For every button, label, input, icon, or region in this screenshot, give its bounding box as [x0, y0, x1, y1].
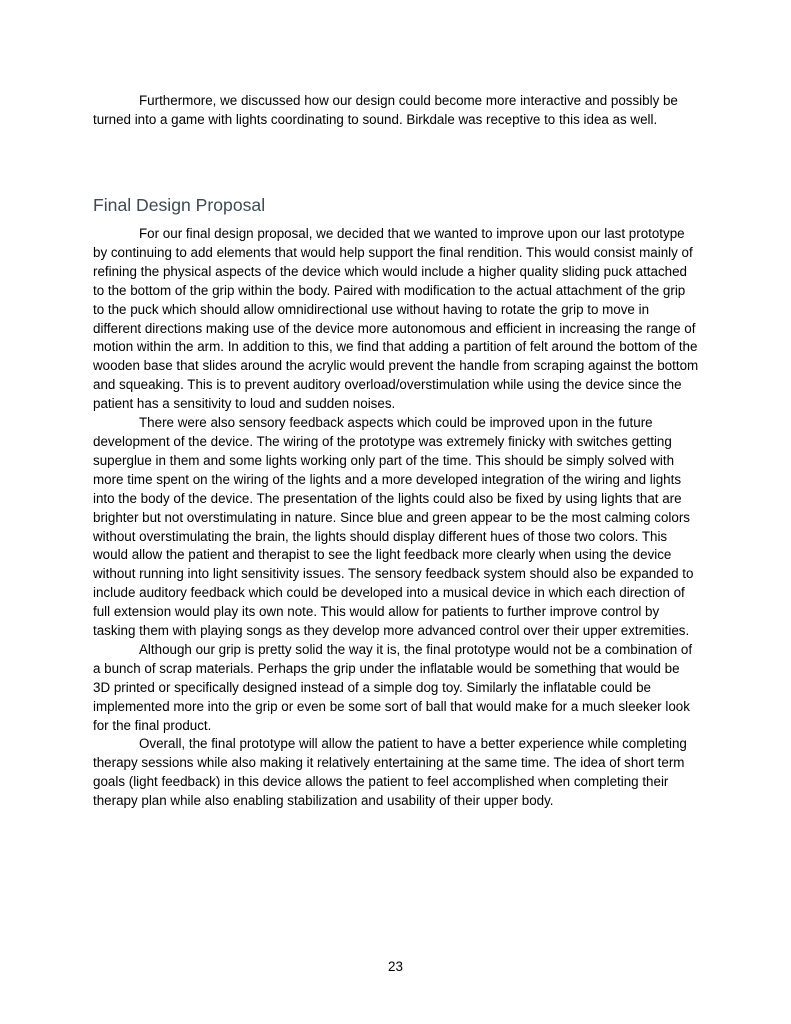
body-paragraph-3: Although our grip is pretty solid the way it is, the final prototype would not be a combination of a bunch of scrap materials. Perhaps the grip under the inflatable would be something that would be 3D printed or specifically designed instead of a simple dog toy. Similarly the inflatable could be implemented more into the grip or even be some sort of ball that would make for a much sleeker look for the final product. [93, 641, 693, 733]
intro-text [93, 92, 699, 130]
page-number: 23 [388, 959, 403, 974]
section-heading: Final Design Proposal [93, 195, 266, 215]
intro-paragraph-1: Furthermore, we discussed how our design could become more interactive and possibly be turned into a game with lights coordinating to sound. Birkdale was receptive to this idea as well. [93, 93, 678, 127]
body-paragraph-4: Overall, the final prototype will allow the patient to have a better experience while completing therapy sessions while also making it relatively entertaining at the same time. The idea of short term goals (light feedback) in this device allows the patient to feel accomplished when completing their therapy plan while also enabling stabilization and usability of their upper body. [93, 736, 687, 809]
body-paragraph-2: There were also sensory feedback aspects which could be improved upon in the future development of the device. The wiring of the prototype was extremely finicky with switches getting superglue in them and some lights working only part of the time. This should be simply solved with more time spent on the wiring of the lights and a more developed integration of the wiring and lights into the body of the device. The presentation of the lights could also be fixed by using lights that are brighter but not overstimulating in nature. Since blue and green appear to be the most calming colors without overstimulating the brain, the lights should display different hues of those two colors. This would allow the patient and therapist to see the light feedback more clearly when using the device without running into light sensitivity issues. The sensory feedback system should also be expanded to include auditory feedback which could be developed into a musical device in which each direction of full extension would play its own note. This would allow for patients to further improve control by tasking them with playing songs as they develop more advanced control over their upper extremities. [93, 415, 694, 639]
section-body [93, 225, 699, 811]
body-paragraph-1: For our final design proposal, we decided that we wanted to improve upon our last prototype by continuing to add elements that would help support the final rendition. This would consist mainly of refining the physical aspects of the device which would include a higher quality sliding puck attached to the bottom of the grip within the body. Paired with modification to the actual attachment of the grip to the puck which should allow omnidirectional use without having to rotate the grip to move in different directions making use of the device more autonomous and efficient in increasing the range of motion within the arm. In addition to this, we find that adding a partition of felt around the bottom of the wooden base that slides around the acrylic would prevent the handle from scraping against the bottom and squeaking. This is to prevent auditory overload/overstimulation while using the device since the patient has a sensitivity to loud and sudden noises. [93, 226, 699, 412]
